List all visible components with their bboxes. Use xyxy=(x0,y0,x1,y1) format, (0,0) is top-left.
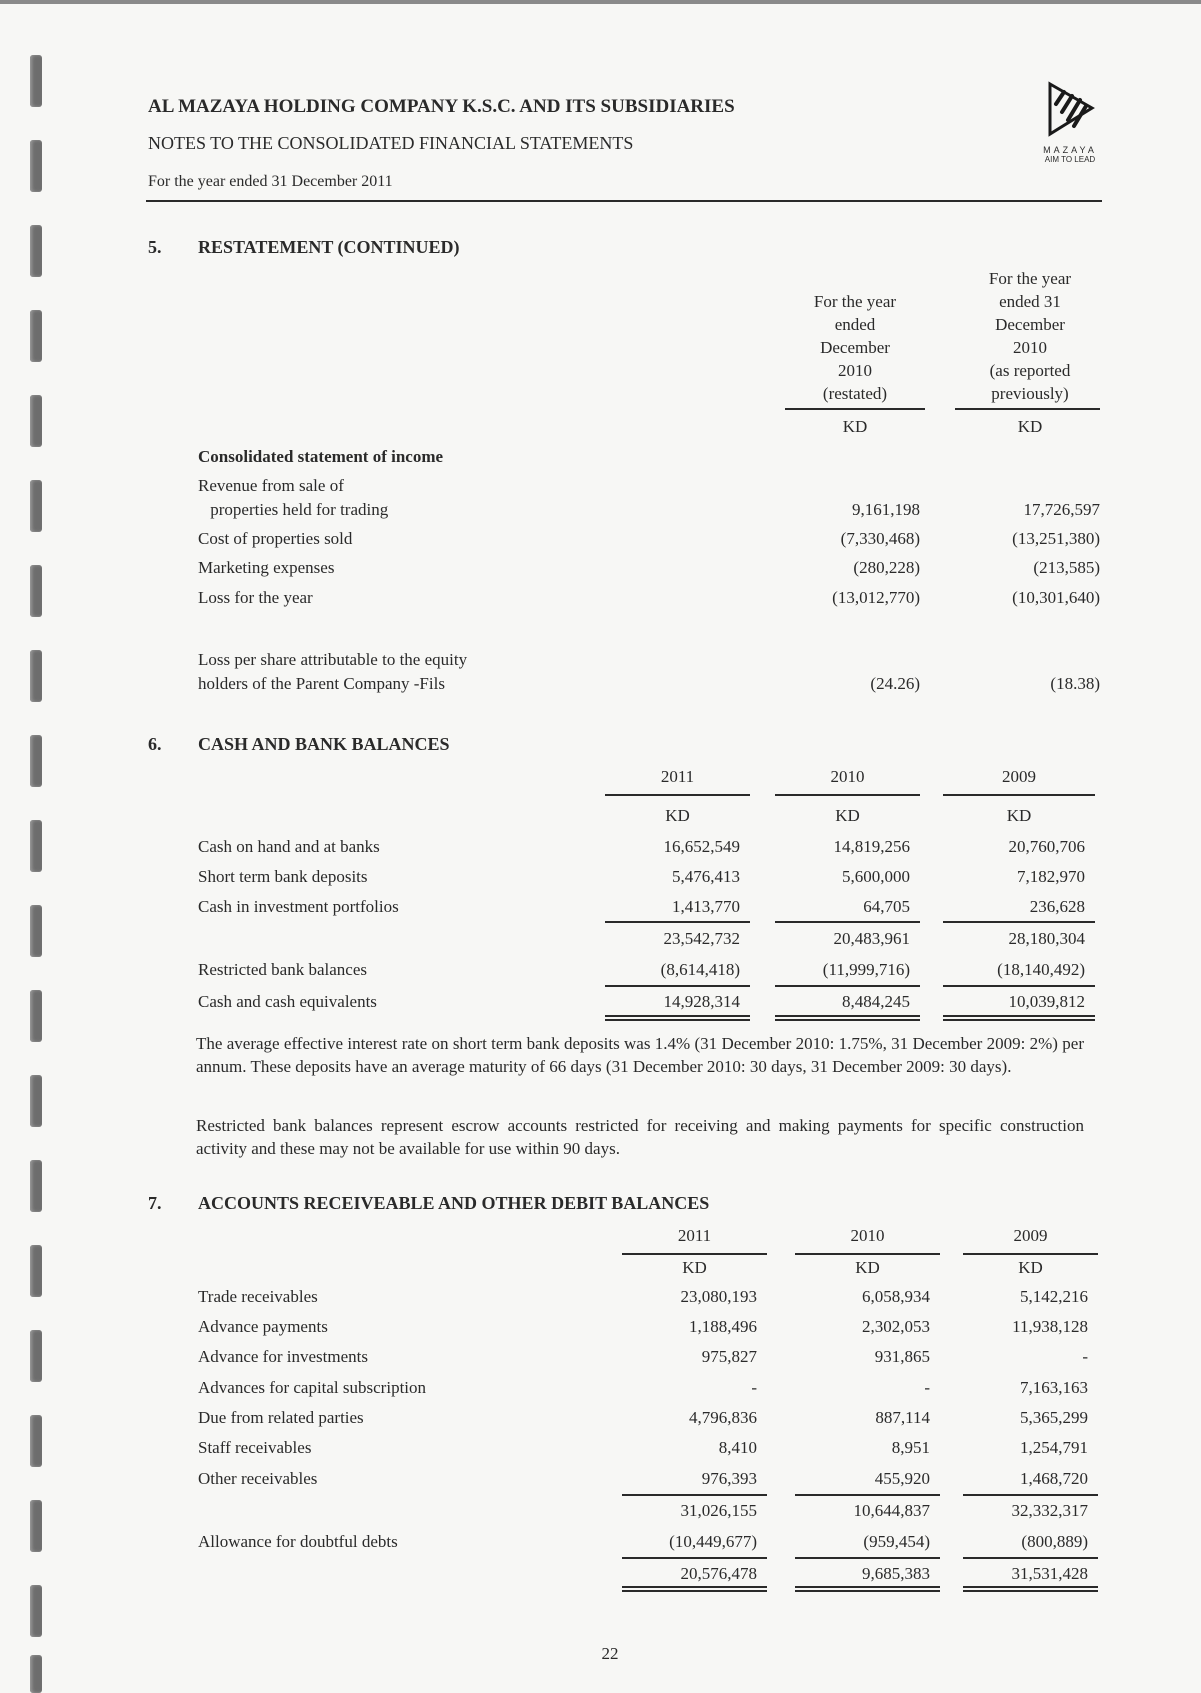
note5-value-restated: (280,228) xyxy=(853,558,920,577)
note5-row-label: properties held for trading xyxy=(206,500,389,519)
note6-subtotal-rule xyxy=(775,921,920,923)
note6-total-double-rule xyxy=(943,1019,1095,1021)
note7-total-double-rule xyxy=(963,1590,1098,1592)
note5-col1-header: For the year ended December 2010 (restated) xyxy=(813,292,897,403)
note6-cell: 7,182,970 xyxy=(1017,867,1085,886)
note7-cell: 4,796,836 xyxy=(689,1408,757,1427)
binding-hole xyxy=(30,1500,42,1552)
mazaya-logo-icon xyxy=(1042,78,1098,140)
note6-restricted-paragraph: Restricted bank balances represent escrow accounts restricted for receiving and making payments for specific construction activity and these may not be available for use within 90 days. xyxy=(196,1116,1084,1158)
note6-cell: 8,484,245 xyxy=(842,992,910,1011)
note7-row-label: Allowance for doubtful debts xyxy=(198,1532,398,1551)
note7-subtotal-rule xyxy=(963,1557,1098,1559)
note7-subtotal-rule xyxy=(963,1494,1098,1496)
binding-hole xyxy=(30,990,42,1042)
note6-total-double-rule xyxy=(605,1019,750,1021)
note7-cell: 9,685,383 xyxy=(862,1564,930,1583)
binding-hole xyxy=(30,1330,42,1382)
note7-cell: 20,576,478 xyxy=(680,1564,757,1583)
binding-hole xyxy=(30,1160,42,1212)
binding-hole xyxy=(30,735,42,787)
note6-subtotal-rule xyxy=(775,985,920,987)
note7-cell: 11,938,128 xyxy=(1012,1317,1088,1336)
note6-subtotal-rule xyxy=(605,985,750,987)
logo xyxy=(1030,78,1110,164)
note7-row-label: Other receivables xyxy=(198,1469,318,1488)
note5-col2-header: For the year ended 31 December 2010 (as reported previously) xyxy=(988,269,1072,403)
note7-cell: 7,163,163 xyxy=(1020,1378,1088,1397)
report-period: For the year ended 31 December 2011 xyxy=(148,173,393,190)
note6-unit: KD xyxy=(665,806,690,825)
note5-unit2: KD xyxy=(1017,417,1043,436)
binding-hole xyxy=(30,650,42,702)
binding-hole xyxy=(30,1655,42,1693)
note7-cell: - xyxy=(751,1378,757,1397)
note7-year-rule xyxy=(622,1253,767,1255)
note5-value-reported: (18.38) xyxy=(1050,674,1100,693)
note5-value-restated: (7,330,468) xyxy=(840,529,920,548)
note7-unit: KD xyxy=(855,1258,880,1277)
note6-cell: 20,483,961 xyxy=(833,929,910,948)
note5-title: RESTATEMENT (CONTINUED) xyxy=(198,237,460,257)
note6-row-label: Short term bank deposits xyxy=(198,867,368,886)
note5-value-restated: 9,161,198 xyxy=(852,500,920,519)
note5-row-label: Revenue from sale of xyxy=(198,476,344,495)
note5-row-label: holders of the Parent Company -Fils xyxy=(198,674,445,693)
note7-year-header: 2011 xyxy=(677,1226,712,1245)
note6-year-header: 2011 xyxy=(660,767,695,786)
note7-cell: (959,454) xyxy=(863,1532,930,1551)
note6-cell: 23,542,732 xyxy=(663,929,740,948)
binding-hole xyxy=(30,820,42,872)
note6-cell: 64,705 xyxy=(863,897,910,916)
note6-year-rule xyxy=(605,794,750,796)
note7-subtotal-rule xyxy=(963,1586,1098,1588)
note7-cell: 6,058,934 xyxy=(862,1287,930,1306)
note7-cell: 5,365,299 xyxy=(1020,1408,1088,1427)
note7-row-label: Advances for capital subscription xyxy=(198,1378,427,1397)
note7-cell: 455,920 xyxy=(874,1469,930,1488)
note6-cell: (18,140,492) xyxy=(997,960,1085,979)
note7-cell: 8,951 xyxy=(891,1438,930,1457)
binding-hole xyxy=(30,1585,42,1637)
note6-cell: (11,999,716) xyxy=(822,960,910,979)
note7-subtotal-rule xyxy=(622,1494,767,1496)
note7-total-double-rule xyxy=(622,1590,767,1592)
note6-row-label: Cash in investment portfolios xyxy=(198,897,399,916)
binding-hole xyxy=(30,395,42,447)
note6-subtotal-rule xyxy=(775,1015,920,1017)
note7-cell: 2,302,053 xyxy=(862,1317,930,1336)
note7-cell: 887,114 xyxy=(875,1408,930,1427)
note5-value-reported: (10,301,640) xyxy=(1012,588,1100,607)
note7-year-rule xyxy=(795,1253,940,1255)
logo-tagline: AIM TO LEAD xyxy=(1044,155,1096,164)
note6-cell: 28,180,304 xyxy=(1008,929,1085,948)
note7-cell: 31,531,428 xyxy=(1011,1564,1088,1583)
note7-row-label: Trade receivables xyxy=(198,1287,318,1306)
logo-wordmark: MAZAYA xyxy=(1043,145,1097,155)
page-number: 22 xyxy=(601,1644,619,1663)
note7-row-label: Staff receivables xyxy=(198,1438,312,1457)
note6-subtotal-rule xyxy=(943,921,1095,923)
note7-row-label: Due from related parties xyxy=(198,1408,364,1427)
note7-subtotal-rule xyxy=(622,1557,767,1559)
note7-cell: 931,865 xyxy=(874,1347,930,1366)
note6-cell: (8,614,418) xyxy=(660,960,740,979)
note5-col1-rule xyxy=(785,408,925,410)
note7-cell: - xyxy=(924,1378,930,1397)
note6-cell: 20,760,706 xyxy=(1008,837,1085,856)
note7-cell: 10,644,837 xyxy=(853,1501,930,1520)
note7-cell: (800,889) xyxy=(1021,1532,1088,1551)
note6-cell: 236,628 xyxy=(1029,897,1085,916)
note6-cell: 5,476,413 xyxy=(672,867,740,886)
note7-subtotal-rule xyxy=(795,1494,940,1496)
note6-row-label: Restricted bank balances xyxy=(198,960,367,979)
note6-unit: KD xyxy=(1006,806,1032,825)
note7-cell: 1,468,720 xyxy=(1020,1469,1088,1488)
note6-subtotal-rule xyxy=(605,1015,750,1017)
note5-value-reported: (13,251,380) xyxy=(1012,529,1100,548)
company-name: AL MAZAYA HOLDING COMPANY K.S.C. AND ITS SUBSIDIARIES xyxy=(148,96,735,117)
note5-row-label: Cost of properties sold xyxy=(198,529,353,548)
binding-hole xyxy=(30,480,42,532)
note7-number: 7. xyxy=(148,1193,162,1213)
note5-value-restated: (24.26) xyxy=(870,674,920,693)
note6-subtotal-rule xyxy=(943,985,1095,987)
note7-subtotal-rule xyxy=(795,1586,940,1588)
note6-title: CASH AND BANK BALANCES xyxy=(198,734,450,754)
note6-row-label: Cash on hand and at banks xyxy=(198,837,380,856)
note7-cell: 1,188,496 xyxy=(689,1317,757,1336)
note6-total-double-rule xyxy=(775,1019,920,1021)
binding-hole xyxy=(30,55,42,107)
note5-value-reported: (213,585) xyxy=(1033,558,1100,577)
note7-cell: (10,449,677) xyxy=(669,1532,757,1551)
binding-hole xyxy=(30,1245,42,1297)
note6-unit: KD xyxy=(835,806,860,825)
note5-row-label: Loss for the year xyxy=(198,588,313,607)
note6-subtotal-rule xyxy=(605,921,750,923)
note5-col2-rule xyxy=(955,408,1100,410)
note6-year-rule xyxy=(775,794,920,796)
note7-cell: 1,254,791 xyxy=(1020,1438,1088,1457)
note5-number: 5. xyxy=(148,237,162,257)
note6-year-header: 2009 xyxy=(1002,767,1036,786)
note7-cell: 975,827 xyxy=(701,1347,757,1366)
note6-cell: 14,928,314 xyxy=(663,992,740,1011)
binding-hole xyxy=(30,565,42,617)
note7-cell: 976,393 xyxy=(701,1469,757,1488)
note6-cell: 16,652,549 xyxy=(663,837,740,856)
binding-hole xyxy=(30,225,42,277)
note7-row-label: Advance payments xyxy=(198,1317,328,1336)
note7-cell: - xyxy=(1082,1347,1088,1366)
note6-number: 6. xyxy=(148,734,162,754)
note7-cell: 5,142,216 xyxy=(1020,1287,1088,1306)
binding-hole xyxy=(30,140,42,192)
top-edge-line xyxy=(0,0,1201,4)
note7-cell: 23,080,193 xyxy=(680,1287,757,1306)
binding-hole xyxy=(30,905,42,957)
note5-value-restated: (13,012,770) xyxy=(832,588,920,607)
note5-section-heading: Consolidated statement of income xyxy=(198,447,444,466)
note6-cell: 10,039,812 xyxy=(1008,992,1085,1011)
note7-cell: 32,332,317 xyxy=(1011,1501,1088,1520)
binding-hole xyxy=(30,1415,42,1467)
note6-cell: 1,413,770 xyxy=(672,897,740,916)
binding-hole xyxy=(30,1075,42,1127)
note6-row-label: Cash and cash equivalents xyxy=(198,992,377,1011)
note6-cell: 5,600,000 xyxy=(842,867,910,886)
note7-year-header: 2010 xyxy=(850,1226,885,1245)
note7-unit: KD xyxy=(682,1258,707,1277)
note6-cell: 14,819,256 xyxy=(833,837,910,856)
note6-year-rule xyxy=(943,794,1095,796)
note7-title: ACCOUNTS RECEIVEABLE AND OTHER DEBIT BALANCES xyxy=(198,1193,710,1213)
note5-row-label: Marketing expenses xyxy=(198,558,335,577)
note7-subtotal-rule xyxy=(795,1557,940,1559)
note7-row-label: Advance for investments xyxy=(198,1347,368,1366)
note7-subtotal-rule xyxy=(622,1586,767,1588)
note7-year-header: 2009 xyxy=(1013,1226,1048,1245)
note7-cell: 8,410 xyxy=(718,1438,757,1457)
note6-year-header: 2010 xyxy=(830,767,865,786)
note5-unit1: KD xyxy=(842,417,868,436)
note5-value-reported: 17,726,597 xyxy=(1023,500,1100,519)
note6-interest-paragraph: The average effective interest rate on short term bank deposits was 1.4% (31 December 2010: 1.75%, 31 December 2009: 2%) per annum. These deposits have an average maturity of 66 days (31 December 2010: 30 days, 31 December 2009: 30 days). xyxy=(196,1034,1084,1076)
note7-total-double-rule xyxy=(795,1590,940,1592)
note7-cell: 31,026,155 xyxy=(680,1501,757,1520)
header-rule xyxy=(146,200,1102,202)
note7-unit: KD xyxy=(1018,1258,1043,1277)
report-subtitle: NOTES TO THE CONSOLIDATED FINANCIAL STATEMENTS xyxy=(148,133,634,153)
note5-row-label: Loss per share attributable to the equity xyxy=(198,650,468,669)
note7-year-rule xyxy=(963,1253,1098,1255)
binding-hole xyxy=(30,310,42,362)
note6-subtotal-rule xyxy=(943,1015,1095,1017)
